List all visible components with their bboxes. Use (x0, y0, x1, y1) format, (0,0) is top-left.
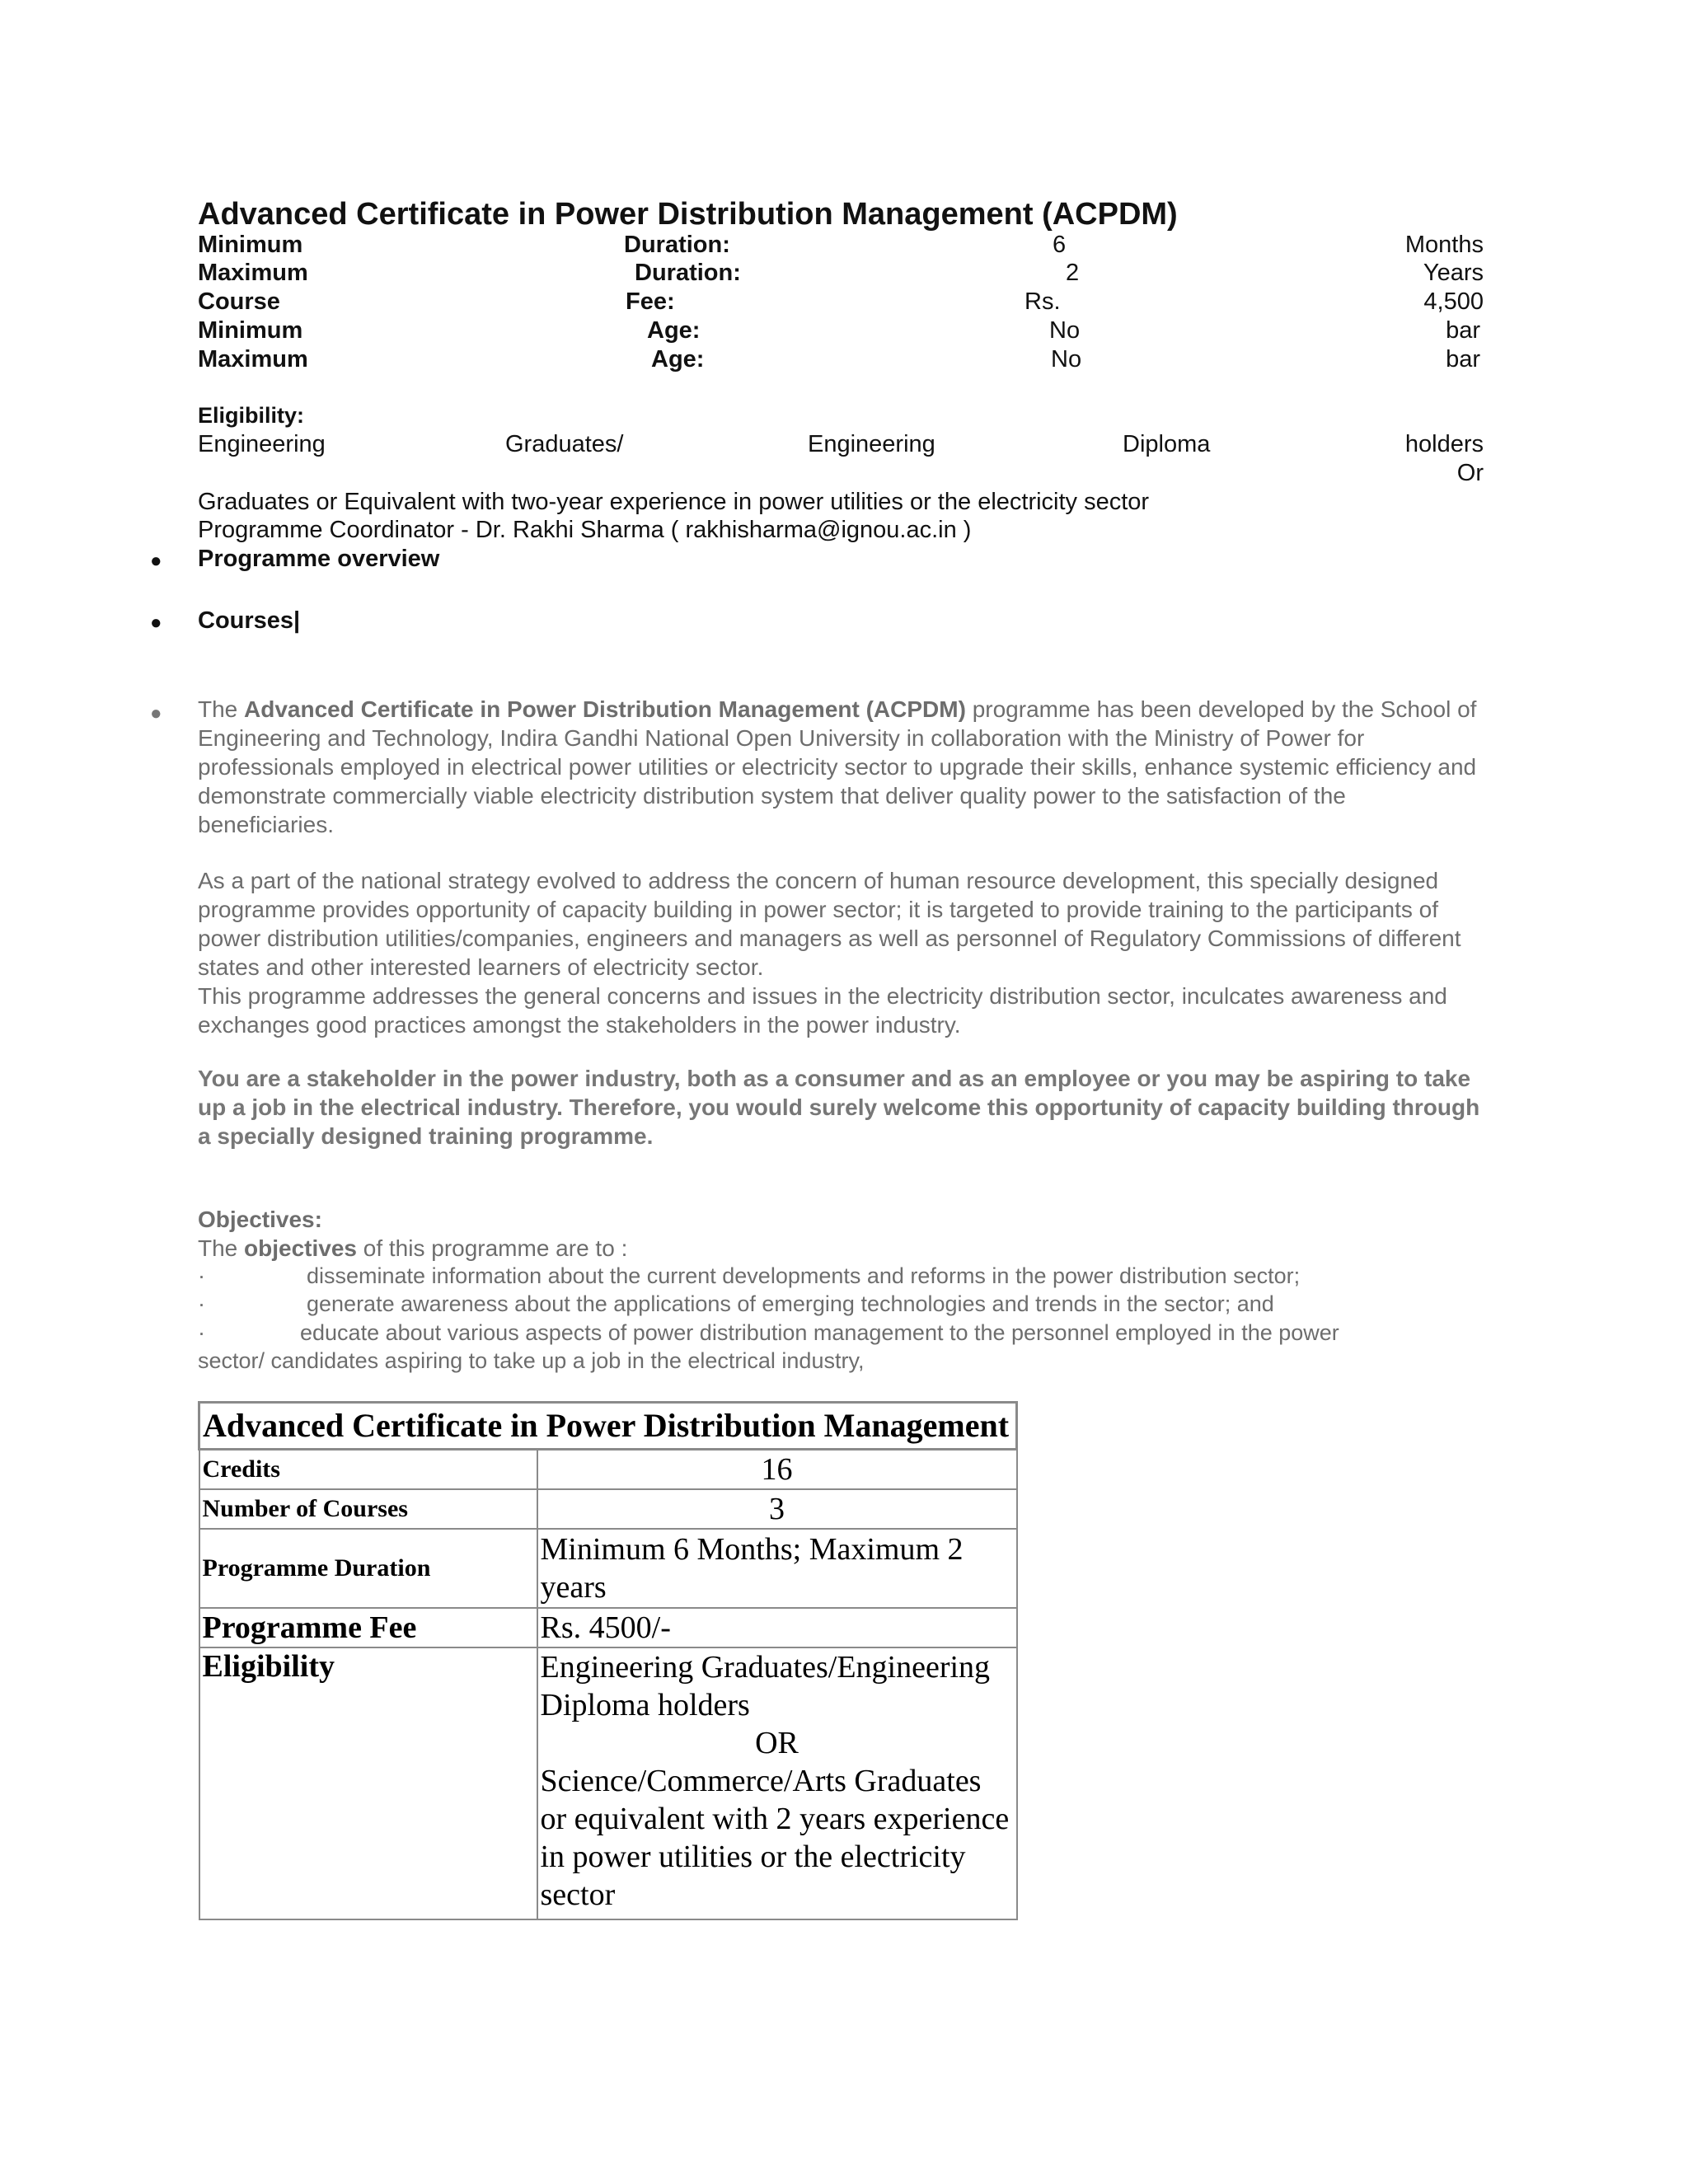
eligibility-heading: Eligibility: (198, 403, 305, 428)
table-label: Programme Duration (199, 1529, 537, 1608)
eligibility-or: Or (1456, 460, 1484, 486)
summary-unit: bar (1446, 346, 1480, 373)
objective-text: disseminate information about the current developments and reforms in the power distribution sector; (307, 1263, 1301, 1288)
table-value: Rs. 4500/- (537, 1608, 1017, 1647)
table-value: Minimum 6 Months; Maximum 2 years (537, 1529, 1017, 1608)
objectives-heading: Objectives: (198, 1207, 322, 1232)
table-row (199, 1647, 1017, 1919)
overview-paragraph-4: You are a stakeholder in the power industry, both as a consumer and as an employee or you may be aspiring to take up a job in the electrical industry. Therefore, you would surely welcome this opportunity of capacity building through a specially designed training programme. (198, 1066, 1480, 1149)
table-value-eligibility: Engineering Graduates/Engineering Diploma holders OR Science/Commerce/Arts Graduates or equivalent with 2 years experience in power utilities or the electricity sector (537, 1647, 1017, 1919)
overview-paragraph-2: As a part of the national strategy evolved to address the concern of human resource development, this specially designed programme provides opportunity of capacity building in power sector; it is targeted to provide training to the participants of power distribution utilities/companies, engineers and managers as well as personnel of Regulatory Commissions of different states and other interested learners of electricity sector. This programme addresses the general concerns and issues in the electricity distribution sector, inculcates awareness and exchanges good practices amongst the stakeholders in the power industry. (198, 866, 1484, 1039)
page-title: Advanced Certificate in Power Distribution Management (ACPDM) (198, 197, 1178, 232)
overview-paragraph-3: This programme addresses the general concerns and issues in the electricity distribution sector, inculcates awareness and exchanges good practices amongst the stakeholders in the power industry. (198, 983, 1447, 1038)
table-label: Programme Fee (199, 1608, 537, 1647)
objective-item: · (198, 1320, 205, 1345)
objectives-intro: The objectives of this programme are to : (198, 1235, 628, 1261)
table-row (199, 1489, 1017, 1529)
programme-name: Advanced Certificate in Power Distribution Management (ACPDM) (244, 696, 966, 722)
bullet-dot: ● (150, 702, 162, 724)
summary-value: No (1049, 317, 1081, 344)
summary-key: Fee: (626, 288, 675, 315)
summary-row (198, 316, 1484, 345)
summary-unit: Years (1423, 260, 1484, 286)
eligibility-line-2: Graduates or Equivalent with two-year experience in power utilities or the electricity sector (198, 489, 1150, 515)
eligibility-word: holders (1404, 431, 1484, 457)
table-header-row (199, 1403, 1017, 1450)
summary-label: Course (198, 288, 280, 315)
objective-item: · (198, 1263, 205, 1288)
table-label: Credits (199, 1450, 537, 1490)
eligibility-or-line (198, 459, 1484, 488)
table-label: Eligibility (199, 1647, 537, 1919)
table-value: 16 (537, 1450, 1017, 1490)
programme-details-table (198, 1401, 1018, 1920)
table-row (199, 1529, 1017, 1608)
summary-key: Duration: (635, 260, 741, 286)
objective-text: educate about various aspects of power distribution management to the personnel employed in the power (300, 1320, 1339, 1345)
table-label: Number of Courses (199, 1489, 537, 1529)
objective-tail: sector/ candidates aspiring to take up a job in the electrical industry, (198, 1348, 865, 1373)
summary-row (198, 231, 1484, 260)
bullet-dot: ● (150, 612, 162, 634)
summary-unit: 4,500 (1423, 288, 1484, 315)
eligibility-word: Diploma (1123, 431, 1211, 457)
summary-label: Minimum (198, 232, 303, 258)
objective-item: · (198, 1291, 205, 1316)
overview-paragraph-1: The Advanced Certificate in Power Distribution Management (ACPDM) programme has been developed by the School of Engineering and Technology, Indira Gandhi National Open University in collaboration with the Ministry of Power for professionals employed in electrical power utilities or electricity sector to upgrade their skills, enhance systemic efficiency and demonstrate commercially viable electricity distribution system that deliver quality power to the satisfaction of the beneficiaries. (198, 696, 1477, 837)
bullet-dot: ● (150, 550, 162, 572)
summary-row (198, 259, 1484, 288)
table-row (199, 1450, 1017, 1490)
summary-key: Age: (651, 346, 705, 373)
link-courses[interactable]: Courses| (198, 607, 301, 634)
summary-value: 2 (1066, 260, 1080, 286)
table-title: Advanced Certificate in Power Distribution Management (199, 1403, 1017, 1450)
summary-key: Duration: (624, 232, 730, 258)
summary-unit: bar (1446, 317, 1480, 344)
summary-unit: Months (1404, 232, 1484, 258)
link-programme-overview[interactable]: Programme overview (198, 546, 440, 572)
summary-value: 6 (1053, 232, 1067, 258)
objective-text: generate awareness about the applications of emerging technologies and trends in the sector; and (307, 1291, 1274, 1316)
eligibility-word: Graduates/ (505, 431, 624, 457)
summary-value: No (1051, 346, 1082, 373)
eligibility-word: Engineering (808, 431, 935, 457)
summary-row (198, 288, 1484, 316)
summary-value: Rs. (1025, 288, 1061, 315)
summary-row (198, 345, 1484, 374)
summary-label: Maximum (198, 260, 308, 286)
eligibility-word: Engineering (198, 431, 326, 457)
summary-label: Minimum (198, 317, 303, 344)
summary-label: Maximum (198, 346, 308, 373)
eligibility-line (198, 430, 1484, 459)
summary-key: Age: (647, 317, 701, 344)
table-value: 3 (537, 1489, 1017, 1529)
programme-coordinator: Programme Coordinator - Dr. Rakhi Sharma ( rakhisharma@ignou.ac.in ) (198, 517, 972, 543)
table-row (199, 1608, 1017, 1647)
